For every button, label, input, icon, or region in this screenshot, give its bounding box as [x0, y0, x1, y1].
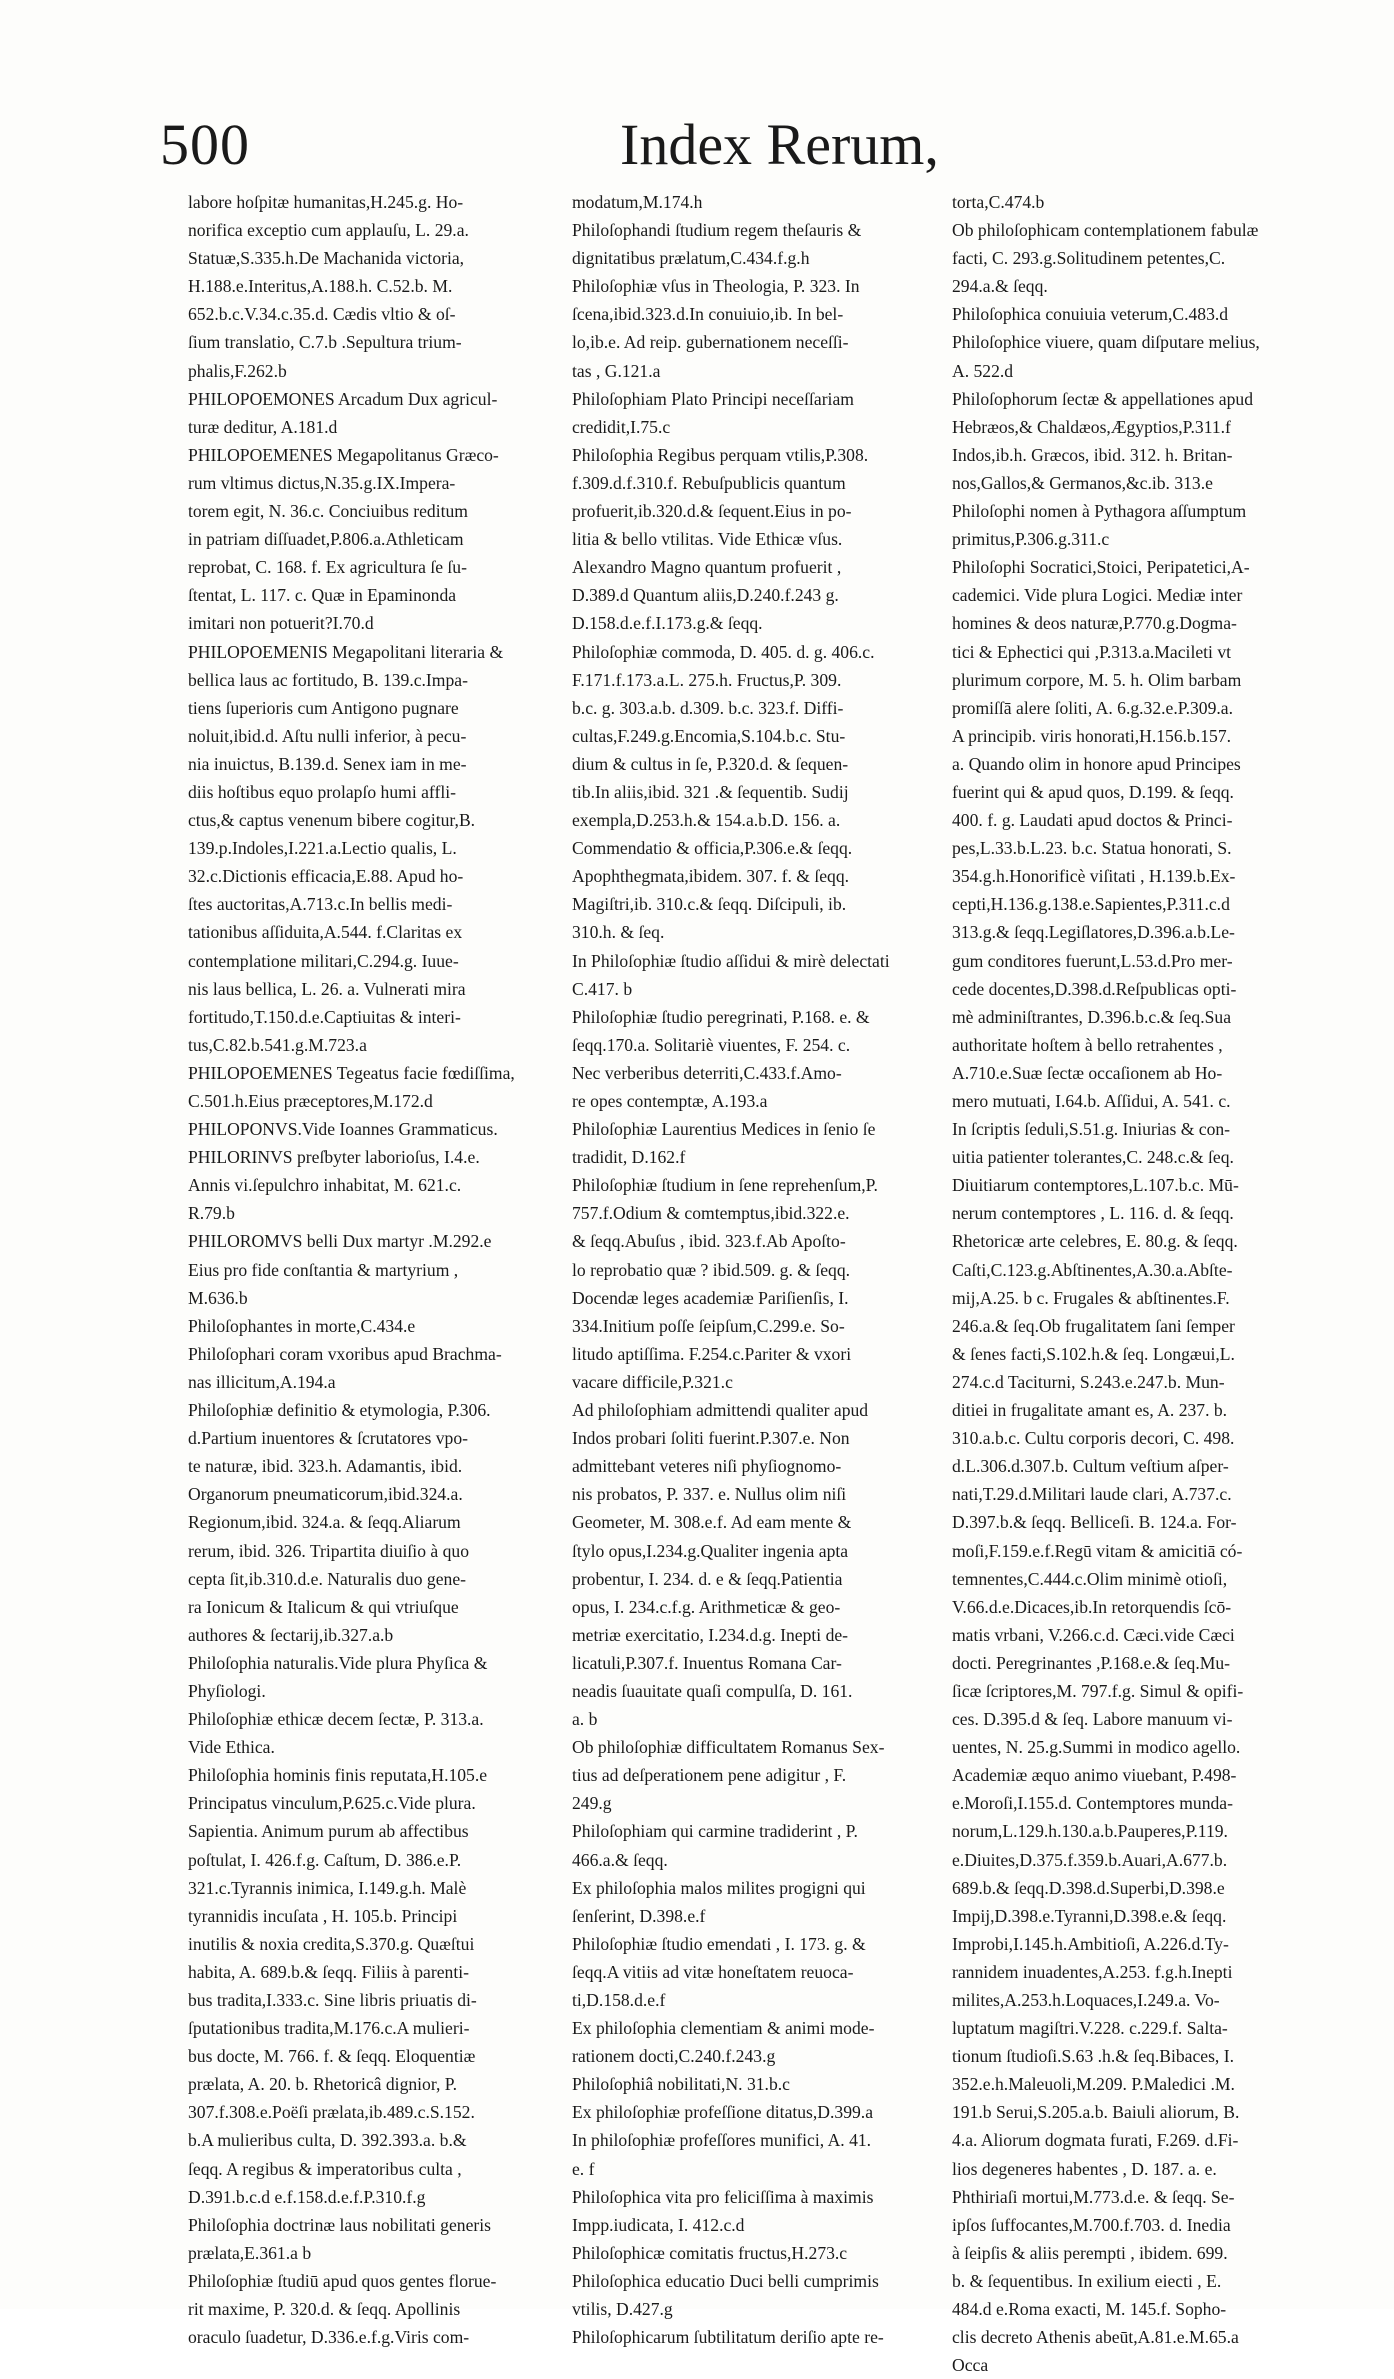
- index-line: PHILOROMVS belli Dux martyr .M.292.e: [188, 1231, 492, 1252]
- index-line: V.66.d.e.Dicaces,ib.In retorquendis ſcō-: [952, 1596, 1232, 1617]
- index-line: Hebræos,& Chaldæos,Ægyptios,P.311.f: [952, 416, 1231, 437]
- index-line: 310.a.b.c. Cultu corporis decori, C. 498.: [952, 1428, 1235, 1449]
- index-line: Philoſophia doctrinæ laus nobilitati generis: [188, 2214, 491, 2235]
- index-line: Diuitiarum contemptores,L.107.b.c. Mū-: [952, 1175, 1239, 1196]
- index-line: admittebant veteres niſi phyſiognomo-: [572, 1456, 842, 1477]
- index-line: Annis vi.ſepulchro inhabitat, M. 621.c.: [188, 1175, 462, 1196]
- index-line: lo reprobatio quæ ? ibid.509. g. & ſeqq.: [572, 1259, 851, 1280]
- index-line: phalis,F.262.b: [188, 360, 287, 381]
- index-line: lios degeneres habentes , D. 187. a. e.: [952, 2158, 1217, 2179]
- index-line: facti, C. 293.g.Solitudinem petentes,C.: [952, 248, 1226, 269]
- index-line: Alexandro Magno quantum profuerit ,: [572, 557, 842, 578]
- index-line: Philoſophia Regibus perquam vtilis,P.308.: [572, 444, 869, 465]
- index-line: torem egit, N. 36.c. Conciuibus reditum: [188, 501, 468, 522]
- running-head: Index Rerum,: [620, 112, 939, 177]
- page-number: 500: [160, 112, 250, 177]
- index-line: PHILOPOEMENIS Megapolitani literaria &: [188, 641, 504, 662]
- index-line: Philoſophi nomen à Pythagora aſſumptum: [952, 501, 1247, 522]
- index-line: modatum,M.174.h: [572, 192, 703, 212]
- index-line: 249.g: [572, 1793, 612, 1814]
- index-line: tib.In aliis,ibid. 321 .& ſequentib. Sudij: [572, 781, 849, 802]
- index-line: reprobat, C. 168. f. Ex agricultura ſe ſu-: [188, 557, 467, 578]
- index-line: homines & deos naturæ,P.770.g.Dogma-: [952, 613, 1237, 634]
- index-line: ſtes auctoritas,A.713.c.In bellis medi-: [188, 894, 453, 915]
- index-column-right: [952, 188, 1332, 2379]
- index-line: M.636.b: [188, 1287, 248, 1308]
- index-line: tas , G.121.a: [572, 360, 661, 381]
- index-line: mij,A.25. b c. Frugales & abſtinentes.F.: [952, 1287, 1230, 1308]
- index-line: a. b: [572, 1709, 598, 1730]
- index-line: prælata, A. 20. b. Rhetoricâ dignior, P.: [188, 2074, 458, 2095]
- index-line: 310.h. & ſeq.: [572, 922, 665, 943]
- index-line: lo,ib.e. Ad reip. gubernationem neceſſi-: [572, 332, 849, 353]
- index-column-left: [188, 188, 568, 2351]
- index-line: & ſeqq.Abuſus , ibid. 323.f.Ab Apoſto-: [572, 1231, 846, 1252]
- index-line: tradidit, D.162.f: [572, 1147, 686, 1168]
- index-line: probentur, I. 234. d. e & ſeqq.Patientia: [572, 1568, 843, 1589]
- index-line: ra Ionicum & Italicum & qui vtriuſque: [188, 1596, 459, 1617]
- index-line: Ob philoſophicam contemplationem fabulæ: [952, 220, 1259, 241]
- index-line: Philoſophantes in morte,C.434.e: [188, 1315, 416, 1336]
- index-line: te naturæ, ibid. 323.h. Adamantis, ibid.: [188, 1456, 463, 1477]
- index-line: PHILOPONVS.Vide Ioannes Grammaticus.: [188, 1119, 498, 1140]
- index-line: Philoſophandi ſtudium regem theſauris &: [572, 220, 862, 241]
- index-line: R.79.b: [188, 1203, 235, 1224]
- index-line: rum vltimus dictus,N.35.g.IX.Impera-: [188, 472, 456, 493]
- index-line: Nec verberibus deterriti,C.433.f.Amo-: [572, 1062, 842, 1083]
- index-line: e. f: [572, 2158, 595, 2179]
- index-line: A principib. viris honorati,H.156.b.157.: [952, 725, 1232, 746]
- index-line: vacare difficile,P.321.c: [572, 1371, 733, 1392]
- index-line: D.158.d.e.f.I.173.g.& ſeqq.: [572, 613, 763, 634]
- index-line: 689.b.& ſeqq.D.398.d.Superbi,D.398.e: [952, 1877, 1225, 1898]
- index-line: Vide Ethica.: [188, 1737, 275, 1758]
- index-line: 652.b.c.V.34.c.35.d. Cædis vltio & oſ-: [188, 304, 456, 325]
- index-line: ſeqq. A regibus & imperatoribus culta ,: [188, 2158, 462, 2179]
- index-line: bellica laus ac fortitudo, B. 139.c.Impa-: [188, 669, 468, 690]
- index-line: F.171.f.173.a.L. 275.h. Fructus,P. 309.: [572, 669, 842, 690]
- index-line: ſeqq.170.a. Solitariè viuentes, F. 254. c.: [572, 1034, 851, 1055]
- index-line: ditiei in frugalitate amant es, A. 237. b.: [952, 1400, 1228, 1421]
- index-line: nos,Gallos,& Germanos,&c.ib. 313.e: [952, 472, 1213, 493]
- index-line: Ob philoſophiæ difficultatem Romanus Sex-: [572, 1737, 885, 1758]
- index-line: Philoſophiæ ethicæ decem ſectæ, P. 313.a.: [188, 1709, 484, 1730]
- index-line: licatuli,P.307.f. Inuentus Romana Car-: [572, 1652, 842, 1673]
- index-line: imitari non potuerit?I.70.d: [188, 613, 374, 634]
- index-line: 274.c.d Taciturni, S.243.e.247.b. Mun-: [952, 1371, 1225, 1392]
- index-line: authoritate hoſtem à bello retrahentes ,: [952, 1034, 1223, 1055]
- index-line: Eius pro fide conſtantia & martyrium ,: [188, 1259, 459, 1280]
- index-line: Philoſophica conuiuia veterum,C.483.d: [952, 304, 1229, 325]
- index-line: profuerit,ib.320.d.& ſequent.Eius in po-: [572, 501, 852, 522]
- index-line: ſtylo opus,I.234.g.Qualiter ingenia apta: [572, 1540, 849, 1561]
- index-line: opus, I. 234.c.f.g. Arithmeticæ & geo-: [572, 1596, 841, 1617]
- index-line: litudo aptiſſima. F.254.c.Pariter & vxori: [572, 1343, 852, 1364]
- index-line: ſicæ ſcriptores,M. 797.f.g. Simul & opifi-: [952, 1680, 1244, 1701]
- index-line: turæ deditur, A.181.d: [188, 416, 338, 437]
- index-line: Philoſophiæ Laurentius Medices in ſenio ſe: [572, 1119, 876, 1140]
- page-header: [160, 110, 1330, 190]
- index-line: Philoſophiæ definitio & etymologia, P.306.: [188, 1400, 491, 1421]
- index-line: norum,L.129.h.130.a.b.Pauperes,P.119.: [952, 1821, 1228, 1842]
- index-line: Indos,ib.h. Græcos, ibid. 312. h. Britan-: [952, 444, 1233, 465]
- index-line: Philoſophia naturalis.Vide plura Phyſica &: [188, 1652, 488, 1673]
- index-line: Philoſophiam qui carmine tradiderint , P.: [572, 1821, 858, 1842]
- index-line: Impp.iudicata, I. 412.c.d: [572, 2214, 745, 2235]
- index-line: nis probatos, P. 337. e. Nullus olim niſi: [572, 1484, 847, 1505]
- index-line: Philoſophiæ vſus in Theologia, P. 323. In: [572, 276, 860, 297]
- index-line: Philoſophiâ nobilitati,N. 31.b.c: [572, 2074, 790, 2095]
- index-line: 484.d e.Roma exacti, M. 145.f. Sopho-: [952, 2299, 1227, 2320]
- index-line: Organorum pneumaticorum,ibid.324.a.: [188, 1484, 463, 1505]
- index-line: nerum contemptores , L. 116. d. & ſeqq.: [952, 1203, 1234, 1224]
- index-line: tyrannidis incuſata , H. 105.b. Principi: [188, 1905, 458, 1926]
- index-line: fuerint qui & apud quos, D.199. & ſeqq.: [952, 781, 1234, 802]
- index-line: Improbi,I.145.h.Ambitioſi, A.226.d.Ty-: [952, 1933, 1229, 1954]
- index-line: ſcena,ibid.323.d.In conuiuio,ib. In bel-: [572, 304, 844, 325]
- index-line: fortitudo,T.150.d.e.Captiuitas & interi-: [188, 1006, 461, 1027]
- index-line: Impij,D.398.e.Tyranni,D.398.e.& ſeqq.: [952, 1905, 1227, 1926]
- index-line: re opes contemptæ, A.193.a: [572, 1091, 768, 1111]
- index-line: C.501.h.Eius præceptores,M.172.d: [188, 1091, 433, 1111]
- index-line: Ex philoſophia clementiam & animi mode-: [572, 2018, 875, 2039]
- index-line: vtilis, D.427.g: [572, 2299, 673, 2320]
- index-line: oraculo ſuadetur, D.336.e.f.g.Viris com-: [188, 2327, 470, 2348]
- index-line: nas illicitum,A.194.a: [188, 1371, 336, 1392]
- index-line: neadis ſuauitate quaſi compulſa, D. 161.: [572, 1680, 853, 1701]
- index-line: Philoſophicarum ſubtilitatum deriſio apte re-: [572, 2327, 884, 2348]
- index-line: plurimum corpore, M. 5. h. Olim barbam: [952, 669, 1242, 690]
- index-line: tici & Ephectici qui ,P.313.a.Macileti vt: [952, 641, 1231, 662]
- index-line: gum conditores fuerunt,L.53.d.Pro mer-: [952, 950, 1233, 971]
- index-line: clis decreto Athenis abeūt,A.81.e.M.65.a: [952, 2327, 1239, 2348]
- index-line: e.Diuites,D.375.f.359.b.Auari,A.677.b.: [952, 1849, 1228, 1870]
- index-line: PHILOPOEMONES Arcadum Dux agricul-: [188, 388, 498, 409]
- index-line: Philoſophiæ ſtudio peregrinati, P.168. e. &: [572, 1006, 870, 1027]
- index-line: Occa: [952, 2355, 989, 2376]
- index-line: cepti,H.136.g.138.e.Sapientes,P.311.c.d: [952, 894, 1230, 915]
- index-line: a. Quando olim in honore apud Principes: [952, 753, 1241, 774]
- index-line: ctus,& captus venenum bibere cogitur,B.: [188, 810, 476, 831]
- index-line: PHILOPOEMENES Megapolitanus Græco-: [188, 444, 499, 465]
- index-line: Rhetoricæ arte celebres, E. 80.g. & ſeqq.: [952, 1231, 1238, 1252]
- index-line: Phyſiologi.: [188, 1680, 266, 1701]
- index-line: 400. f. g. Laudati apud doctos & Princi-: [952, 810, 1233, 831]
- index-line: ſeqq.A vitiis ad vitæ honeſtatem reuoca-: [572, 1961, 854, 1982]
- index-line: authores & ſectarij,ib.327.a.b: [188, 1624, 394, 1645]
- index-line: Phthiriaſi mortui,M.773.d.e. & ſeqq. Se-: [952, 2186, 1235, 2207]
- index-line: f.309.d.f.310.f. Rebuſpublicis quantum: [572, 472, 846, 493]
- index-line: uentes, N. 25.g.Summi in modico agello.: [952, 1737, 1241, 1758]
- index-line: uitia patienter tolerantes,C. 248.c.& ſeq.: [952, 1147, 1234, 1168]
- index-line: ipſos ſuffocantes,M.700.f.703. d. Inedia: [952, 2214, 1231, 2235]
- index-line: Geometer, M. 308.e.f. Ad eam mente &: [572, 1512, 852, 1533]
- index-line: Statuæ,S.335.h.De Machanida victoria,: [188, 248, 465, 269]
- index-line: matis vrbani, V.266.c.d. Cæci.vide Cæci: [952, 1624, 1235, 1645]
- index-line: Philoſophi Socratici,Stoici, Peripatetici,A-: [952, 557, 1250, 578]
- index-line: Regionum,ibid. 324.a. & ſeqq.Aliarum: [188, 1512, 461, 1533]
- index-line: moſi,F.159.e.f.Regū vitam & amicitiā có-: [952, 1540, 1243, 1561]
- index-line: Philoſophice viuere, quam diſputare melius,: [952, 332, 1260, 353]
- index-line: ſium translatio, C.7.b .Sepultura trium-: [188, 332, 462, 353]
- index-line: A.710.e.Suæ ſectæ occaſionem ab Ho-: [952, 1062, 1223, 1083]
- index-line: b. & ſequentibus. In exilium eiecti , E.: [952, 2270, 1222, 2291]
- index-line: ti,D.158.d.e.f: [572, 1990, 666, 2010]
- index-line: inutilis & noxia credita,S.370.g. Quæſtui: [188, 1933, 475, 1954]
- index-line: 294.a.& ſeqq.: [952, 276, 1048, 297]
- index-line: prælata,E.361.a b: [188, 2242, 312, 2263]
- index-line: Ad philoſophiam admittendi qualiter apud: [572, 1400, 869, 1421]
- index-line: e.Moroſi,I.155.d. Contemptores munda-: [952, 1793, 1233, 1814]
- index-line: Philoſophica educatio Duci belli cumprimis: [572, 2270, 879, 2291]
- index-line: D.389.d Quantum aliis,D.240.f.243 g.: [572, 585, 839, 606]
- index-line: Principatus vinculum,P.625.c.Vide plura.: [188, 1793, 476, 1814]
- index-line: 32.c.Dictionis efficacia,E.88. Apud ho-: [188, 866, 464, 887]
- index-line: Philoſophari coram vxoribus apud Brachma-: [188, 1343, 502, 1364]
- index-line: metriæ exercitatio, I.234.d.g. Inepti de-: [572, 1624, 849, 1645]
- index-line: d.Partium inuentores & ſcrutatores vpo-: [188, 1428, 468, 1449]
- index-line: tationibus aſſiduita,A.544. f.Claritas ex: [188, 922, 463, 943]
- index-line: temnentes,C.444.c.Olim minimè otioſi,: [952, 1568, 1228, 1589]
- index-line: H.188.e.Interitus,A.188.h. C.52.b. M.: [188, 276, 453, 297]
- index-line: Indos probari ſoliti fuerint.P.307.e. Non: [572, 1428, 850, 1449]
- index-line: d.L.306.d.307.b. Cultum veſtium aſper-: [952, 1456, 1229, 1477]
- index-line: ces. D.395.d & ſeq. Labore manuum vi-: [952, 1709, 1233, 1730]
- index-line: contemplatione militari,C.294.g. Iuue-: [188, 950, 459, 971]
- index-line: 246.a.& ſeq.Ob frugalitatem ſani ſemper: [952, 1315, 1235, 1336]
- index-line: pes,L.33.b.L.23. b.c. Statua honorati, S.: [952, 838, 1232, 859]
- index-line: ſtentat, L. 117. c. Quæ in Epaminonda: [188, 585, 457, 606]
- index-line: In philoſophiæ profeſſores munifici, A. 41.: [572, 2130, 872, 2151]
- index-line: Ex philoſophiæ profeſſione ditatus,D.399.a: [572, 2102, 874, 2123]
- index-line: luptatum magiſtri.V.228. c.229.f. Salta-: [952, 2018, 1228, 2039]
- index-line: labore hoſpitæ humanitas,H.245.g. Ho-: [188, 192, 464, 212]
- index-line: in patriam diſſuadet,P.806.a.Athleticam: [188, 529, 464, 550]
- index-line: A. 522.d: [952, 360, 1014, 381]
- index-line: dignitatibus prælatum,C.434.f.g.h: [572, 248, 810, 269]
- index-line: rerum, ibid. 326. Tripartita diuiſio à quo: [188, 1540, 469, 1561]
- index-line: 139.p.Indoles,I.221.a.Lectio qualis, L.: [188, 838, 457, 859]
- index-line: milites,A.253.h.Loquaces,I.249.a. Vo-: [952, 1990, 1220, 2010]
- index-column-middle: [572, 188, 952, 2351]
- index-line: mero mutuati, I.64.b. Aſſidui, A. 541. c.: [952, 1091, 1231, 1111]
- index-line: Ex philoſophia malos milites progigni qui: [572, 1877, 866, 1898]
- index-line: torta,C.474.b: [952, 192, 1045, 212]
- index-line: In Philoſophiæ ſtudio aſſidui & mirè delectati: [572, 950, 890, 971]
- index-line: Caſti,C.123.g.Abſtinentes,A.30.a.Abſte-: [952, 1259, 1233, 1280]
- index-line: tiens ſuperioris cum Antigono pugnare: [188, 697, 459, 718]
- index-line: 354.g.h.Honorificè viſitati , H.139.b.Ex-: [952, 866, 1236, 887]
- index-line: Commendatio & officia,P.306.e.& ſeqq.: [572, 838, 853, 859]
- index-line: ſputationibus tradita,M.176.c.A mulieri-: [188, 2018, 470, 2039]
- index-line: 307.f.308.e.Poëſi prælata,ib.489.c.S.152.: [188, 2102, 475, 2123]
- index-line: mè adminiſtrantes, D.396.b.c.& ſeq.Sua: [952, 1006, 1232, 1027]
- index-line: docti. Peregrinantes ,P.168.e.& ſeq.Mu-: [952, 1652, 1231, 1673]
- index-line: nis laus bellica, L. 26. a. Vulnerati mira: [188, 978, 466, 999]
- index-line: ſenſerint, D.398.e.f: [572, 1905, 706, 1926]
- index-line: 757.f.Odium & comtemptus,ibid.322.e.: [572, 1203, 850, 1224]
- index-line: rannidem inuadentes,A.253. f.g.h.Inepti: [952, 1961, 1233, 1982]
- index-line: exempla,D.253.h.& 154.a.b.D. 156. a.: [572, 810, 841, 831]
- index-line: nati,T.29.d.Militari laude clari, A.737.c.: [952, 1484, 1232, 1505]
- index-line: bus docte, M. 766. f. & ſeqq. Eloquentiæ: [188, 2046, 476, 2067]
- index-line: 313.g.& ſeqq.Legiſlatores,D.396.a.b.Le-: [952, 922, 1235, 943]
- index-line: PHILORINVS preſbyter laborioſus, I.4.e.: [188, 1147, 480, 1168]
- index-line: 334.Initium poſſe ſeipſum,C.299.e. So-: [572, 1315, 845, 1336]
- index-line: norifica exceptio cum applauſu, L. 29.a.: [188, 220, 469, 241]
- index-line: PHILOPOEMENES Tegeatus facie fœdiſſima,: [188, 1062, 515, 1083]
- index-line: primitus,P.306.g.311.c: [952, 529, 1110, 550]
- index-line: In ſcriptis ſeduli,S.51.g. Iniurias & con-: [952, 1119, 1231, 1140]
- index-line: & ſenes facti,S.102.h.& ſeq. Longæui,L.: [952, 1343, 1235, 1364]
- index-line: Philoſophiæ ſtudiū apud quos gentes florue-: [188, 2270, 497, 2291]
- index-line: tius ad deſperationem pene adigitur , F.: [572, 1765, 847, 1786]
- index-line: 321.c.Tyrannis inimica, I.149.g.h. Malè: [188, 1877, 467, 1898]
- index-line: Sapientia. Animum purum ab affectibus: [188, 1821, 469, 1842]
- index-line: 4.a. Aliorum dogmata furati, F.269. d.Fi-: [952, 2130, 1239, 2151]
- index-line: Docendæ leges academiæ Pariſienſis, I.: [572, 1287, 849, 1308]
- index-line: Philoſophorum ſectæ & appellationes apud: [952, 388, 1254, 409]
- index-line: b.A mulieribus culta, D. 392.393.a. b.&: [188, 2130, 467, 2151]
- index-line: nia inuictus, B.139.d. Senex iam in me-: [188, 753, 467, 774]
- index-line: cepta ſit,ib.310.d.e. Naturalis duo gene-: [188, 1568, 466, 1589]
- index-line: poſtulat, I. 426.f.g. Caſtum, D. 386.e.P.: [188, 1849, 462, 1870]
- index-line: à ſeipſis & aliis perempti , ibidem. 699.: [952, 2242, 1228, 2263]
- index-line: Philoſophiæ commoda, D. 405. d. g. 406.c.: [572, 641, 875, 662]
- index-line: promiſſā alere ſoliti, A. 6.g.32.e.P.309.a.: [952, 697, 1233, 718]
- index-line: D.397.b.& ſeqq. Belliceſi. B. 124.a. For-: [952, 1512, 1237, 1533]
- index-line: cademici. Vide plura Logici. Mediæ inter: [952, 585, 1243, 606]
- index-line: bus tradita,I.333.c. Sine libris priuatis di-: [188, 1990, 477, 2010]
- index-line: Philoſophia hominis finis reputata,H.105.e: [188, 1765, 488, 1786]
- index-line: 191.b Serui,S.205.a.b. Baiuli aliorum, B.: [952, 2102, 1240, 2123]
- index-line: C.417. b: [572, 978, 633, 999]
- index-line: Magiſtri,ib. 310.c.& ſeqq. Diſcipuli, ib.: [572, 894, 847, 915]
- index-line: Philoſophicæ comitatis fructus,H.273.c: [572, 2242, 848, 2263]
- index-line: litia & bello vtilitas. Vide Ethicæ vſus.: [572, 529, 843, 550]
- index-line: rationem docti,C.240.f.243.g: [572, 2046, 776, 2067]
- index-line: cede docentes,D.398.d.Reſpublicas opti-: [952, 978, 1237, 999]
- index-line: Philoſophica vita pro feliciſſima à maximis: [572, 2186, 874, 2207]
- index-line: b.c. g. 303.a.b. d.309. b.c. 323.f. Diffi-: [572, 697, 844, 718]
- index-line: diis hoſtibus equo prolapſo humi affli-: [188, 781, 456, 802]
- index-line: 466.a.& ſeqq.: [572, 1849, 668, 1870]
- index-line: Academiæ æquo animo viuebant, P.498-: [952, 1765, 1237, 1786]
- index-line: D.391.b.c.d e.f.158.d.e.f.P.310.f.g: [188, 2186, 426, 2207]
- index-line: Apophthegmata,ibidem. 307. f. & ſeqq.: [572, 866, 850, 887]
- index-line: 352.e.h.Maleuoli,M.209. P.Maledici .M.: [952, 2074, 1235, 2095]
- index-line: tus,C.82.b.541.g.M.723.a: [188, 1034, 367, 1055]
- index-line: Philoſophiam Plato Principi neceſſariam: [572, 388, 854, 409]
- index-line: habita, A. 689.b.& ſeqq. Filiis à parenti-: [188, 1961, 469, 1982]
- index-line: Philoſophiæ ſtudium in ſene reprehenſum,P.: [572, 1175, 878, 1196]
- index-line: Philoſophiæ ſtudio emendati , I. 173. g. &: [572, 1933, 866, 1954]
- index-line: cultas,F.249.g.Encomia,S.104.b.c. Stu-: [572, 725, 846, 746]
- index-line: rit maxime, P. 320.d. & ſeqq. Apollinis: [188, 2299, 461, 2320]
- index-line: credidit,I.75.c: [572, 416, 671, 437]
- index-line: dium & cultus in ſe, P.320.d. & ſequen-: [572, 753, 849, 774]
- index-line: noluit,ibid.d. Aſtu nulli inferior, à pecu-: [188, 725, 467, 746]
- index-line: tionum ſtudioſi.S.63 .h.& ſeq.Bibaces, I.: [952, 2046, 1234, 2067]
